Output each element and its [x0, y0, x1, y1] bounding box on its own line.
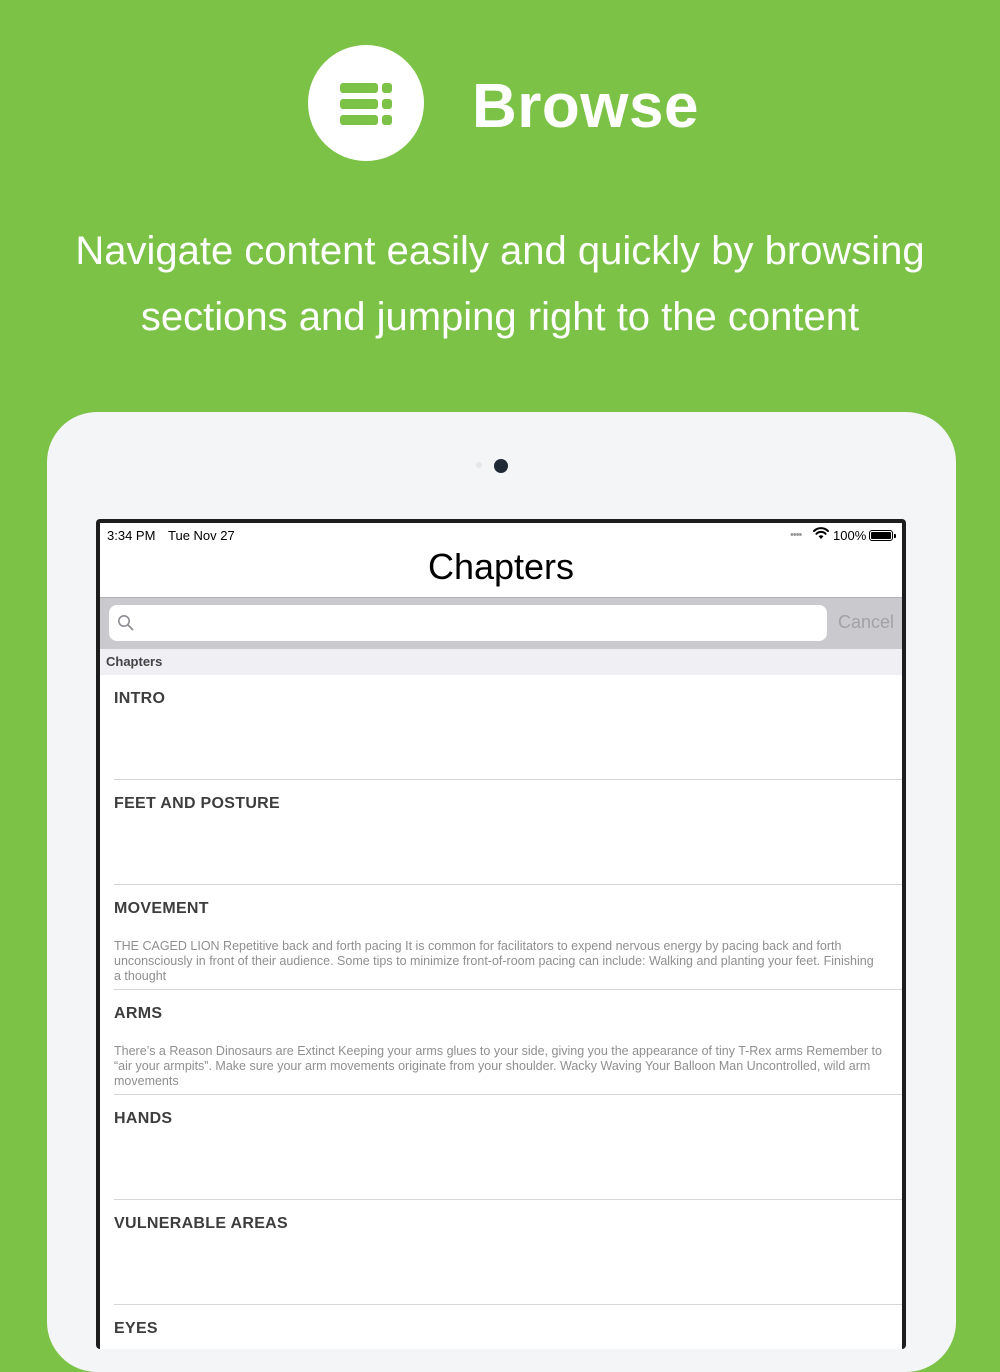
- chapter-row-eyes[interactable]: [100, 1305, 902, 1349]
- light-sensor: [476, 462, 482, 468]
- chapter-row-arms[interactable]: [100, 990, 902, 1095]
- chapter-row-hands[interactable]: [100, 1095, 902, 1200]
- page-title: Chapters: [427, 546, 575, 587]
- cancel-button[interactable]: Cancel: [838, 612, 895, 632]
- chapter-title: INTRO: [114, 690, 166, 707]
- hero-subtitle-line-2: sections and jumping right to the content: [140, 295, 860, 339]
- chapter-row-feet-and-posture[interactable]: [100, 780, 902, 885]
- status-bar: [100, 523, 902, 547]
- chapter-title: ARMS: [114, 1005, 163, 1022]
- signal-dots-icon: ••••: [790, 529, 802, 541]
- battery-icon: [869, 530, 893, 541]
- search-input[interactable]: [109, 605, 827, 641]
- section-header-label: Chapters: [106, 654, 163, 669]
- status-time: 3:34 PM: [107, 528, 156, 543]
- front-camera: [494, 459, 508, 473]
- chapter-title: FEET AND POSTURE: [114, 795, 280, 812]
- chapter-title: VULNERABLE AREAS: [114, 1215, 288, 1232]
- chapter-list: [100, 675, 902, 1349]
- search-icon: [117, 614, 135, 632]
- chapter-description: THE CAGED LION Repetitive back and forth pacing It is common for facilitators to expend nervous energy by pacing back and forth unconsciously in front of their audience. Some tips to minimize front-of-room pacing can include: Walking and planting your feet. Finishing a thought: [114, 939, 874, 983]
- chapter-title: MOVEMENT: [114, 900, 209, 917]
- chapter-title: HANDS: [114, 1110, 173, 1127]
- chapter-description: There’s a Reason Dinosaurs are Extinct Keeping your arms glues to your side, giving you the appearance of tiny T-Rex arms Remember to “air your armpits”. Make sure your arm movements originate from your shoulder. Wacky Waving Your Balloon Man Uncontrolled, wild arm movements: [114, 1044, 882, 1088]
- hero-subtitle: [20, 218, 980, 350]
- status-date: Tue Nov 27: [168, 528, 235, 543]
- wifi-icon: [812, 525, 830, 541]
- hero-title: Browse: [472, 72, 699, 141]
- browse-list-icon: [308, 45, 424, 161]
- app-screen: [100, 523, 902, 1349]
- chapter-row-movement[interactable]: [100, 885, 902, 990]
- battery-percent: 100%: [833, 528, 867, 543]
- chapter-title: EYES: [114, 1320, 158, 1337]
- chapter-row-vulnerable-areas[interactable]: [100, 1200, 902, 1305]
- hero-subtitle-line-1: Navigate content easily and quickly by browsing: [75, 229, 925, 273]
- section-header: [100, 649, 902, 675]
- chapter-row-intro[interactable]: [100, 675, 902, 780]
- search-bar: [100, 598, 902, 649]
- tablet-screen: [96, 519, 906, 1349]
